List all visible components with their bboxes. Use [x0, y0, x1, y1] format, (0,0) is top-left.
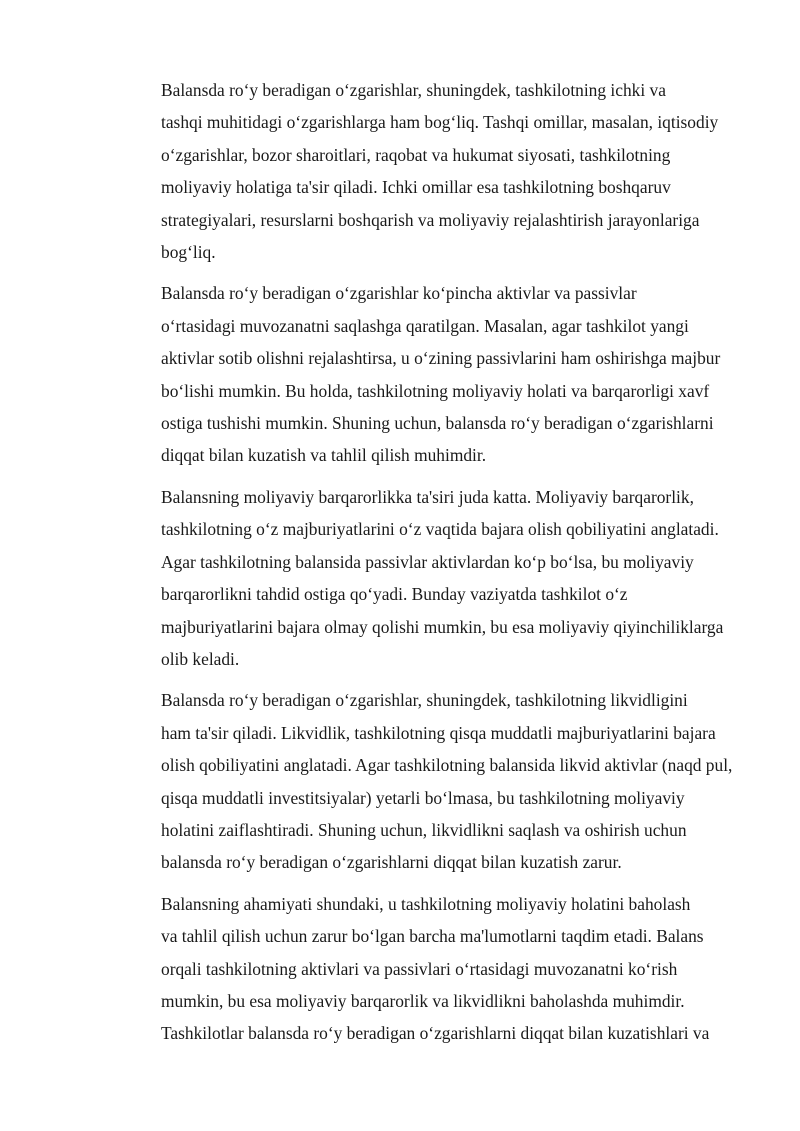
paragraph-3-line-6: olib keladi. — [161, 648, 240, 669]
paragraph-2-line-5: ostiga tushishi mumkin. Shuning uchun, balansda ro‘y beradigan o‘zgarishlarni — [161, 413, 714, 434]
paragraph-3-line-5: majburiyatlarini bajara olmay qolishi mumkin, bu esa moliyaviy qiyinchiliklarga — [161, 616, 724, 637]
paragraph-1-line-3: o‘zgarishlar, bozor sharoitlari, raqobat va hukumat siyosati, tashkilotning — [161, 144, 671, 165]
paragraph-1 — [116, 74, 750, 268]
paragraph-5-line-1: Balansning ahamiyati shundaki, u tashkilotning moliyaviy holatini baholash — [161, 893, 691, 914]
paragraph-2 — [116, 277, 750, 471]
paragraph-2-line-4: bo‘lishi mumkin. Bu holda, tashkilotning moliyaviy holati va barqarorligi xavf — [161, 380, 710, 401]
paragraph-5-line-5: Tashkilotlar balansda ro‘y beradigan o‘zgarishlarni diqqat bilan kuzatishlari va — [161, 1023, 710, 1044]
paragraph-4-line-1: Balansda ro‘y beradigan o‘zgarishlar, shuningdek, tashkilotning likvidligini — [161, 690, 688, 711]
paragraph-2-line-6: diqqat bilan kuzatish va tahlil qilish muhimdir. — [161, 445, 487, 466]
paragraph-3-line-1: Balansning moliyaviy barqarorlikka ta'siri juda katta. Moliyaviy barqarorlik, — [161, 486, 694, 507]
paragraph-4-line-6: balansda ro‘y beradigan o‘zgarishlarni diqqat bilan kuzatish zarur. — [161, 852, 622, 873]
paragraph-3-line-2: tashkilotning o‘z majburiyatlarini o‘z vaqtida bajara olish qobiliyatini anglatadi. — [161, 519, 719, 540]
paragraph-2-line-1: Balansda ro‘y beradigan o‘zgarishlar ko‘pincha aktivlar va passivlar — [161, 283, 637, 304]
paragraph-4-line-3: olish qobiliyatini anglatadi. Agar tashkilotning balansida likvid aktivlar (naqd pul, — [161, 755, 733, 776]
paragraph-5-line-2: va tahlil qilish uchun zarur bo‘lgan barcha ma'lumotlarni taqdim etadi. Balans — [161, 926, 704, 947]
paragraph-4-line-4: qisqa muddatli investitsiyalar) yetarli bo‘lmasa, bu tashkilotning moliyaviy — [161, 787, 685, 808]
paragraph-4-line-5: holatini zaiflashtiradi. Shuning uchun, likvidlikni saqlash va oshirish uchun — [161, 819, 687, 840]
paragraph-1-line-4: moliyaviy holatiga ta'sir qiladi. Ichki omillar esa tashkilotning boshqaruv — [161, 177, 671, 198]
paragraph-5-line-4: mumkin, bu esa moliyaviy barqarorlik va likvidlikni baholashda muhimdir. — [161, 990, 685, 1011]
paragraph-2-line-2: o‘rtasidagi muvozanatni saqlashga qaratilgan. Masalan, agar tashkilot yangi — [161, 315, 689, 336]
paragraph-3-line-3: Agar tashkilotning balansida passivlar aktivlardan ko‘p bo‘lsa, bu moliyaviy — [161, 551, 694, 572]
paragraph-5-line-3: orqali tashkilotning aktivlari va passivlari o‘rtasidagi muvozanatni ko‘rish — [161, 958, 678, 979]
paragraph-4 — [116, 684, 750, 878]
paragraph-1-line-1: Balansda ro‘y beradigan o‘zgarishlar, shuningdek, tashkilotning ichki va — [161, 80, 666, 100]
document-body — [116, 74, 750, 1059]
paragraph-3-line-4: barqarorlikni tahdid ostiga qo‘yadi. Bunday vaziyatda tashkilot o‘z — [161, 584, 628, 605]
paragraph-4-line-2: ham ta'sir qiladi. Likvidlik, tashkilotning qisqa muddatli majburiyatlarini bajara — [161, 722, 716, 743]
paragraph-1-line-5: strategiyalari, resurslarni boshqarish va moliyaviy rejalashtirish jarayonlariga — [161, 209, 700, 230]
paragraph-2-line-3: aktivlar sotib olishni rejalashtirsa, u o‘zining passivlarini ham oshirishga majbur — [161, 348, 721, 369]
paragraph-3 — [116, 481, 750, 675]
paragraph-5 — [116, 888, 750, 1050]
paragraph-1-line-6: bog‘liq. — [161, 242, 216, 263]
paragraph-1-line-2: tashqi muhitidagi o‘zgarishlarga ham bog‘liq. Tashqi omillar, masalan, iqtisodiy — [161, 112, 719, 133]
